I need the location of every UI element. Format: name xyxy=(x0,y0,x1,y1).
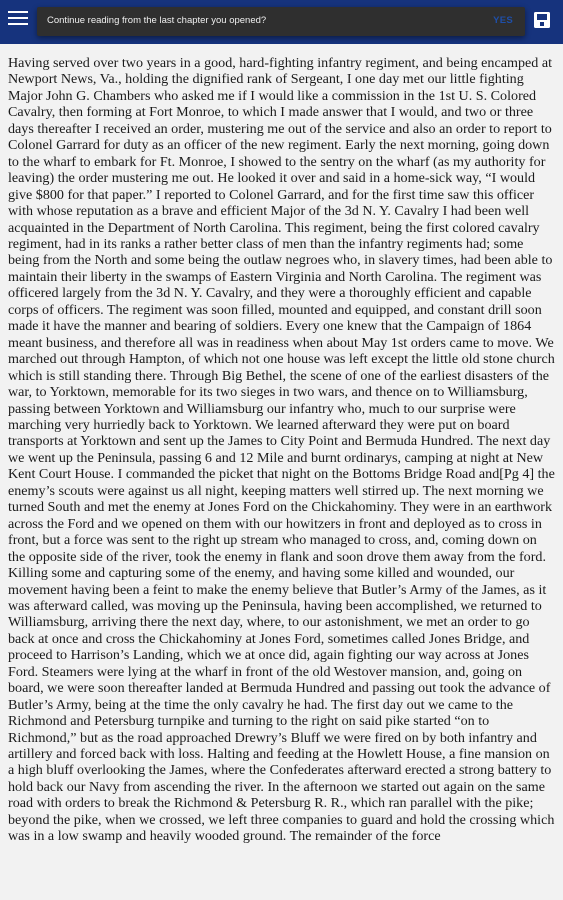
snackbar-message: Continue reading from the last chapter you opened? xyxy=(47,15,267,26)
resume-reading-snackbar xyxy=(37,7,525,36)
app-bar xyxy=(0,0,563,44)
reading-pane[interactable] xyxy=(0,44,563,900)
book-body-text: Having served over two years in a good, hard-fighting infantry regiment, and being encamped at Newport News, Va., holding the dignified rank of Sergeant, I one day met our little fighting Major John G. Chambers who asked me if I would like a commission in the 1st U. S. Colored Cavalry, then forming at Fort Monroe, to which I made answer that I would, and two or three days thereafter I received an order, mustering me out of the service and also an order to report to Colonel Garrard for duty as an officer of the new regiment. Early the next morning, going down to the wharf to embark for Ft. Monroe, I showed to the sentry on the wharf (as my authority for leaving) the order mustering me out. He looked it over and said in a home-sick way, “I would give $800 for that paper.” I reported to Colonel Garrard, and for the first time saw this officer with whose reputation as a brave and efficient Major of the 3d N. Y. Cavalry I had been well acquainted in the Department of North Carolina. This regiment, being the first colored cavalry regiment, had in its ranks a rather better class of men than the infantry regiments had; some being from the North and some being the outlaw negroes who, in slavery times, had been able to maintain their liberty in the swamps of Eastern Virginia and North Carolina. The regiment was officered largely from the 3d N. Y. Cavalry, and they were a thoroughly efficient and capable corps of officers. The regiment was soon filled, mounted and equipped, and constant drill soon made it have the manner and bearing of soldiers. Every one knew that the Campaign of 1864 meant business, and therefore all was in readiness when about May 1st orders came to move. We marched out through Hampton, of which not one house was left except the little old stone church which is still standing there. Through Big Bethel, the scene of one of the earliest disasters of the war, to Yorktown, memorable for its two sieges in two wars, and thence on to Williamsburg, passing between Yorktown and Williamsburg our infantry who, much to our surprise were marching very hurriedly back to Yorktown. We learned afterward they were put on board transports at Yorktown and sent up the James to City Point and Bermuda Hundred. The next day we went up the Peninsula, passing 6 and 12 Mile and burnt ordinarys, camping at night at New Kent Court House. I commanded the picket that night on the Bottoms Bridge Road and[Pg 4] the enemy’s scouts were against us all night, keeping matters well stirred up. The next morning we turned South and met the enemy at Jones Ford on the Chickahominy. They were in an earthwork across the Ford and we opened on them with our howitzers in front and deployed as to cross in front, but a force was sent to the right up stream who managed to cross, and, coming down on the opposite side of the river, took the enemy in flank and soon drove them away from the ford. Killing some and capturing some of the enemy, and having some killed and wounded, our movement having been a feint to make the enemy believe that Butler’s Army of the James, as it was afterward called, was moving up the Peninsula, having been accomplished, we returned to Williamsburg, arriving there the next day, where, to our astonishment, we met an order to go back at once and cross the Chickahominy at Jones Ford, sometimes called Jones Bridge, and proceed to Harrison’s Landing, which we at once did, again fighting our way across at Jones Ford. Steamers were lying at the wharf in front of the old Westover mansion, and, going on board, we were soon thereafter landed at Bermuda Hundred and passing out took the advance of Butler’s Army, being at the time the only cavalry he had. The first day out we came to the Richmond and Petersburg turnpike and turning to the right on said pike started “on to Richmond,” but as the road approached Drewry’s Bluff we were fired on by both infantry and artillery and forced back with loss. Halting and feeding at the Howlett House, a fine mansion on a high bluff overlooking the James, where the Confederates afterward erected a strong battery to hold back our Navy from ascending the river. In the afternoon we started out again on the same road with orders to break the Richmond & Petersburg R. R., which ran parallel with the pike; beyond the pike, when we crossed, we left three companies to guard and hold the crossing which was in a low swamp and heavily wooded ground. The remainder of the force xyxy=(8,55,555,845)
snackbar-yes-button[interactable]: YES xyxy=(493,15,513,26)
bookmark-icon[interactable] xyxy=(532,10,552,30)
hamburger-menu-icon[interactable] xyxy=(8,11,28,29)
